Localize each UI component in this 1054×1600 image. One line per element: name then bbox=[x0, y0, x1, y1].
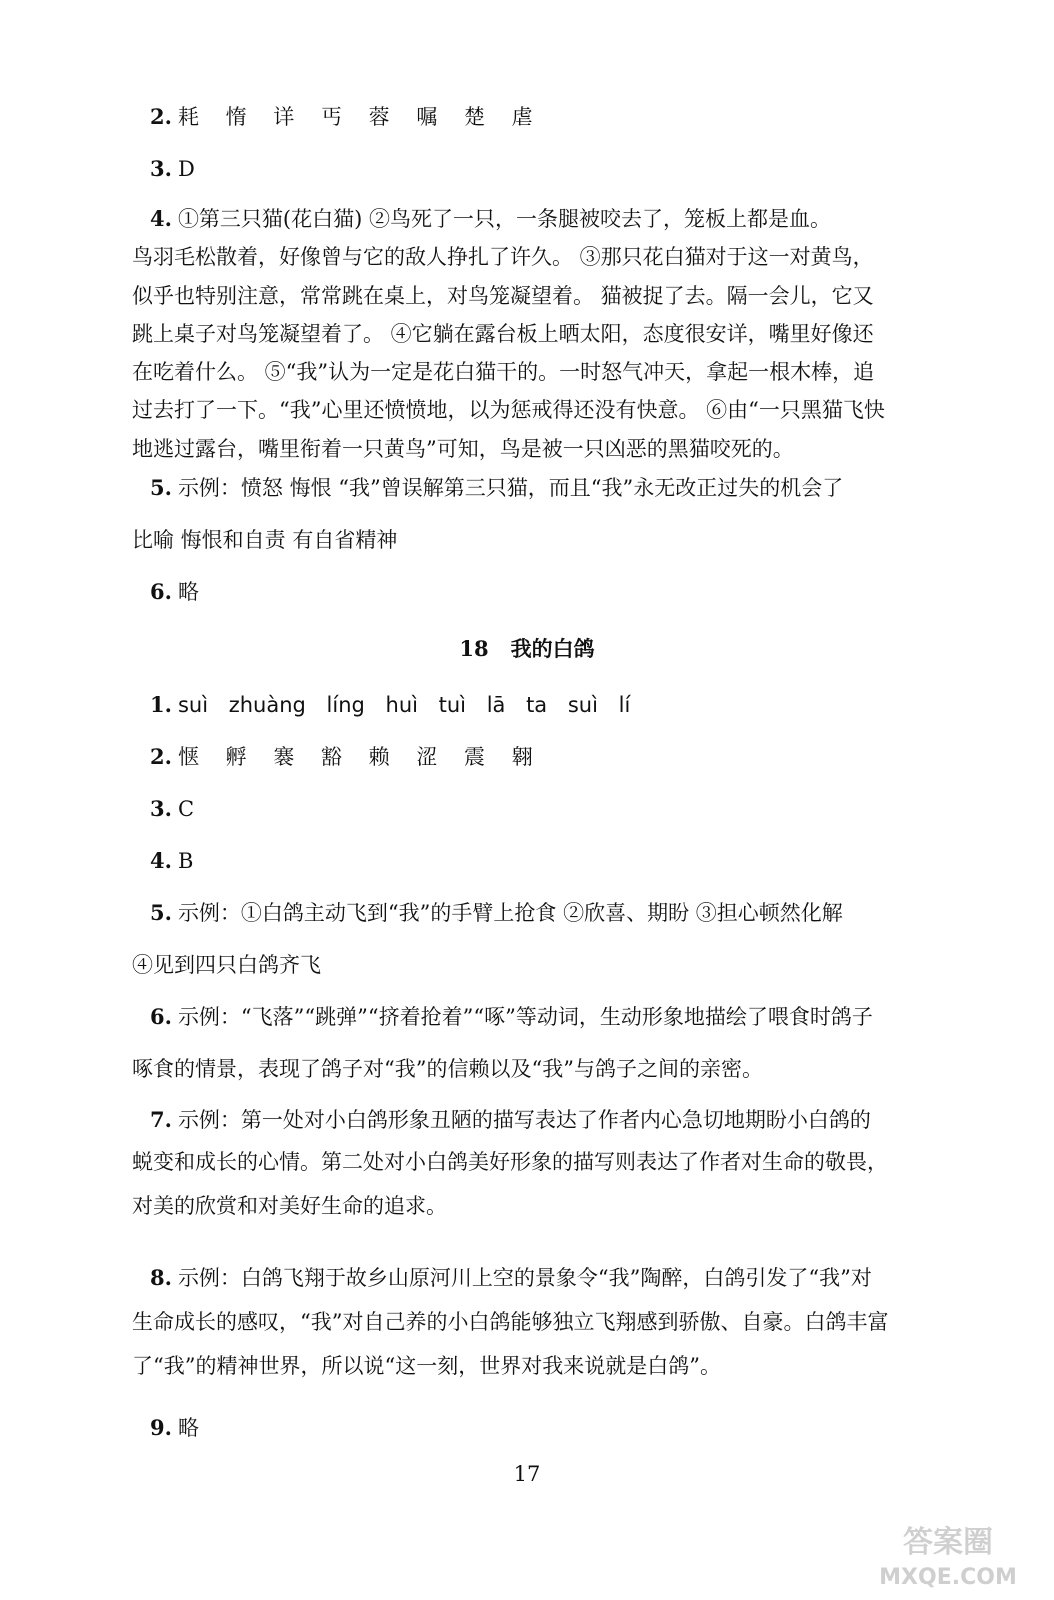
answer-line: 在吃着什么。 ⑤“我”认为一定是花白猫干的。一时怒气冲天，拿起一根木棒，追 bbox=[132, 360, 875, 384]
answer-line: 6. 略 bbox=[150, 579, 199, 604]
svg-text:MXQE.COM: MXQE.COM bbox=[879, 1565, 1017, 1590]
answer-line: 了“我”的精神世界，所以说“这一刻，世界对我来说就是白鸽”。 bbox=[132, 1354, 721, 1378]
answer-line: 3. D bbox=[150, 156, 195, 181]
answer-line: 比喻 悔恨和自责 有自省精神 bbox=[132, 528, 398, 552]
answer-line: 生命成长的感叹，“我”对自己养的小白鸽能够独立飞翔感到骄傲、自豪。白鸽丰富 bbox=[132, 1310, 889, 1334]
answer-line: 7. 示例：第一处对小白鸽形象丑陋的描写表达了作者内心急切地期盼小白鸽的 bbox=[150, 1107, 871, 1132]
site-watermark-logo bbox=[858, 1512, 1038, 1592]
answer-line: 鸟羽毛松散着，好像曾与它的敌人挣扎了许久。 ③那只花白猫对于这一对黄鸟， bbox=[132, 245, 874, 269]
answer-line: 地逃过露台，嘴里衔着一只黄鸟”可知，鸟是被一只凶恶的黑猫咬死的。 bbox=[132, 437, 794, 461]
page-number: 17 bbox=[513, 1462, 541, 1486]
answer-line: 5. 示例：①白鸽主动飞到“我”的手臂上抢食 ②欣喜、期盼 ③担心顿然化解 bbox=[150, 900, 843, 925]
answer-line: 似乎也特别注意，常常跳在桌上，对鸟笼凝望着。 猫被捉了去。隔一会儿，它又 bbox=[132, 284, 874, 308]
answer-line: 跳上桌子对鸟笼凝望着了。 ④它躺在露台板上晒太阳，态度很安详，嘴里好像还 bbox=[132, 322, 874, 346]
answer-line: 过去打了一下。“我”心里还愤愤地，以为惩戒得还没有快意。 ⑥由“一只黑猫飞快 bbox=[132, 398, 885, 422]
svg-text:答案圈: 答案圈 bbox=[903, 1525, 993, 1560]
answer-line: 9. 略 bbox=[150, 1415, 199, 1440]
answer-line: 蜕变和成长的心情。第二处对小白鸽美好形象的描写则表达了作者对生命的敬畏， bbox=[132, 1150, 888, 1174]
answer-line: 对美的欣赏和对美好生命的追求。 bbox=[132, 1194, 447, 1218]
answer-line: 3. C bbox=[150, 796, 195, 821]
watermark-icon bbox=[858, 1512, 1038, 1592]
answer-line: 8. 示例：白鸽飞翔于故乡山原河川上空的景象令“我”陶醉，白鸽引发了“我”对 bbox=[150, 1265, 872, 1290]
answer-line: ④见到四只白鸽齐飞 bbox=[132, 953, 321, 977]
answer-line: 2. 惬 孵 褰 豁 赖 涩 震 翱 bbox=[150, 744, 543, 769]
section-heading: 18 我的白鸽 bbox=[459, 636, 595, 661]
answer-line: 1. suì zhuàng líng huì tuì lā ta suì lí bbox=[150, 692, 631, 717]
answer-line: 2. 耗 惰 详 丐 蓉 嘱 楚 虐 bbox=[150, 104, 543, 129]
answer-line: 4. B bbox=[150, 848, 194, 873]
answer-line: 啄食的情景，表现了鸽子对“我”的信赖以及“我”与鸽子之间的亲密。 bbox=[132, 1057, 763, 1081]
answer-line: 5. 示例：愤怒 悔恨 “我”曾误解第三只猫，而且“我”永无改正过失的机会了 bbox=[150, 475, 844, 500]
answer-line: 6. 示例：“飞落”“跳弹”“挤着抢着”“啄”等动词，生动形象地描绘了喂食时鸽子 bbox=[150, 1004, 873, 1029]
answer-line: 4. ①第三只猫(花白猫) ②鸟死了一只，一条腿被咬去了，笼板上都是血。 bbox=[150, 206, 831, 231]
